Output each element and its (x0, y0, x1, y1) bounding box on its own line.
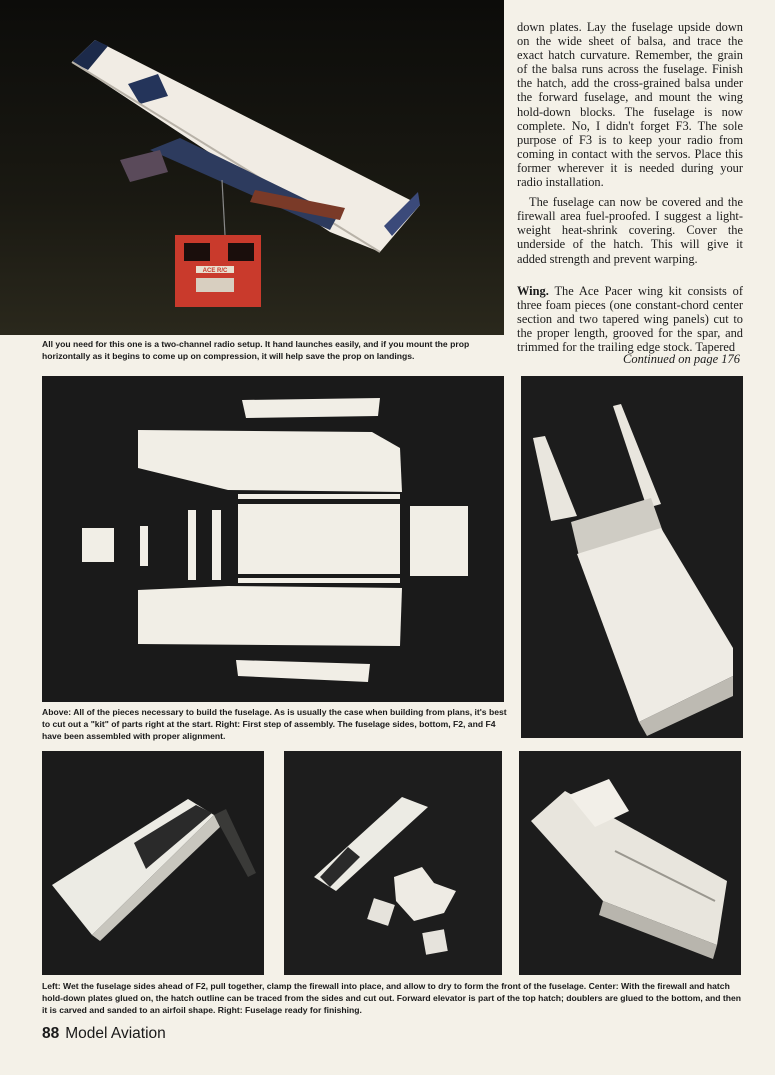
caption-middle-photos: Above: All of the pieces necessary to build the fuselage. As is usually the case when building from plans, it's best to cut out a "kit" of parts right at the start. Right: First step of assembly. The fuselage sides, bottom, F2, and F4 have been assembled with proper alignment. (42, 707, 507, 742)
transmitter-label: ACE R/C (202, 268, 228, 274)
photo-airplane-and-transmitter (0, 0, 504, 335)
photo-hatch-and-doublers (284, 751, 502, 975)
continued-note: Continued on page 176 (622, 352, 740, 366)
wing-heading: Wing. (517, 283, 549, 298)
caption-top-photo: All you need for this one is a two-channel radio setup. It hand launches easily, and if you mount the prop horizontally as it begins to come up on compression, it will help save the prop on landings. (42, 339, 470, 362)
article-paragraph: The fuselage can now be covered and the firewall area fuel-proofed. I suggest a light-weight heat-shrink covering. Cover the underside of the hatch. This will give it added strength and prevent warping. (517, 195, 743, 266)
page-footer (42, 1025, 166, 1043)
photo-fuselage-parts-kit (42, 376, 504, 702)
photo-fuselage-ready (519, 751, 741, 975)
photo-first-assembly-step (521, 376, 743, 738)
wing-text: The Ace Pacer wing kit consists of three foam pieces (one constant-chord center section and two tapered wing panels) cut to the proper length, grooved for the spar, and trimmed for the trailing edge stock. Tapered (517, 283, 744, 354)
caption-bottom-photos: Left: Wet the fuselage sides ahead of F2, pull together, clamp the firewall into place, and allow to dry to form the front of the fuselage. Center: With the firewall and hatch hold-down plates glued on, the hatch outline can be traced from the sides and cut out. Forward elevator is part of the top hatch; doublers are glued to the bottom, and then it is carved and sanded to an airfoil shape. Right: Fuselage ready for finishing. (42, 981, 742, 1016)
article-paragraph: down plates. Lay the fuselage upside down on the wide sheet of balsa, and trace the exact hatch curvature. Remember, the grain of the balsa runs across the fuselage. Finish the hatch, add the cross-grained balsa under the forward fuselage, and mount the wing hold-down blocks. The fuselage is now complete. No, I didn't forget F3. The sole purpose of F3 is to keep your radio from coming in contact with the servos. Place this former wherever it is needed during your radio installation. (517, 20, 743, 190)
article-column (517, 20, 743, 354)
article-paragraph-wing (517, 284, 743, 354)
magazine-name: Model Aviation (65, 1025, 166, 1042)
photo-fuselage-front-forming (42, 751, 264, 975)
page-number: 88 (42, 1025, 60, 1042)
